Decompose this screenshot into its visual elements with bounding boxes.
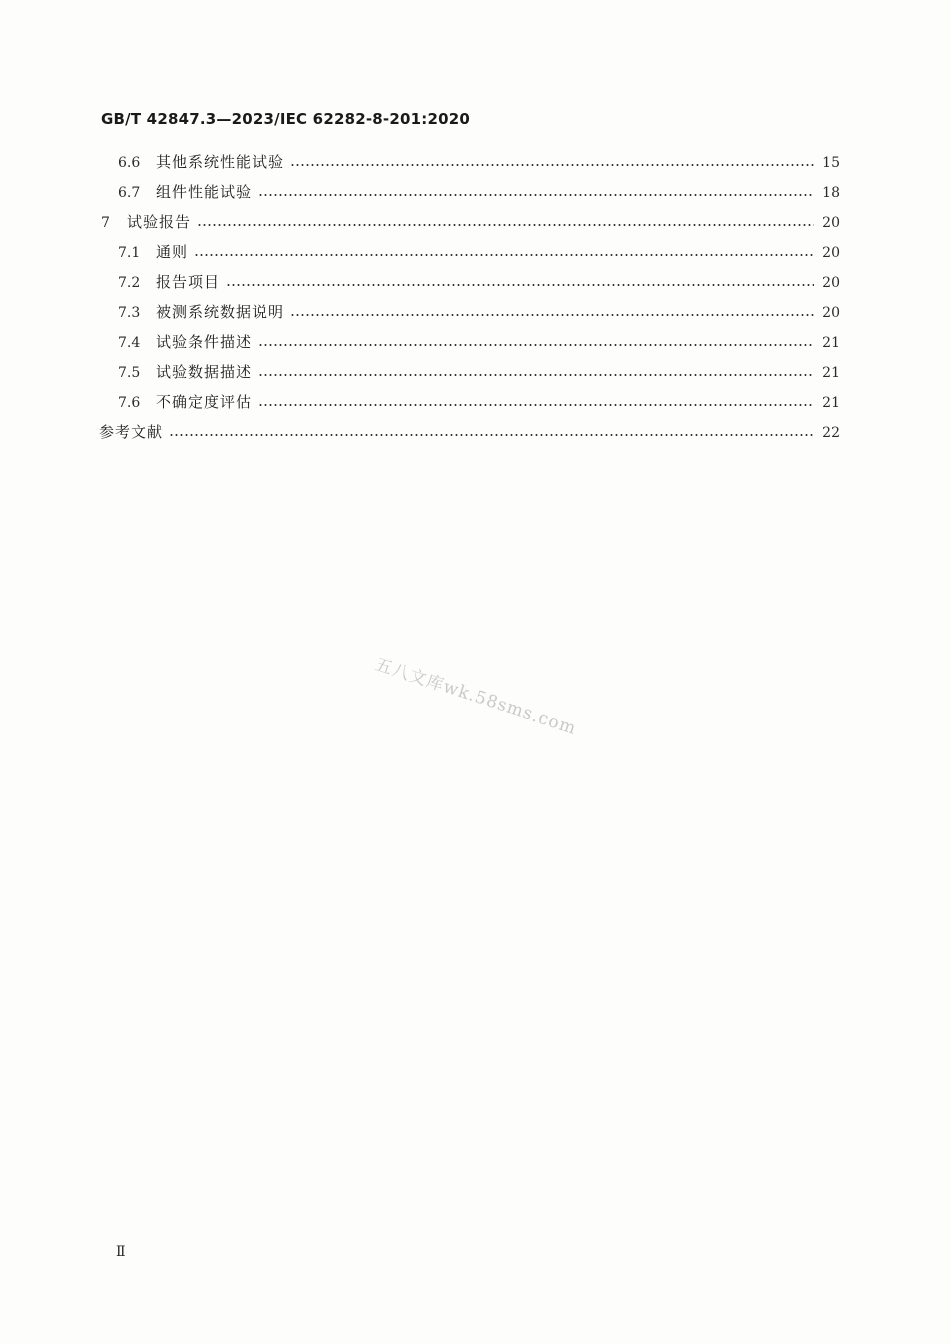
toc-entry-page: 21 <box>822 335 840 351</box>
toc-entry-title: 参考文献 <box>99 423 164 441</box>
watermark-text: 五八文库wk.58sms.com <box>372 654 579 739</box>
standard-code-header: GB/T 42847.3—2023/IEC 62282-8-201:2020 <box>101 110 471 128</box>
toc-entry[interactable] <box>118 181 840 205</box>
toc-entry[interactable] <box>118 331 840 355</box>
toc-entry-page: 15 <box>822 155 840 171</box>
toc-entry-page: 20 <box>822 245 840 261</box>
toc-dot-leader <box>290 164 814 166</box>
toc-dot-leader <box>290 314 814 316</box>
page-folio: Ⅱ <box>116 1244 126 1260</box>
toc-entry-title: 报告项目 <box>156 273 221 291</box>
toc-entry-number: 7.4 <box>118 335 141 351</box>
toc-entry[interactable] <box>118 301 840 325</box>
toc-entry-number: 7.6 <box>118 395 141 411</box>
toc-entry[interactable] <box>118 391 840 415</box>
toc-entry-number: 7.5 <box>118 365 141 381</box>
toc-entry-page: 18 <box>822 185 840 201</box>
toc-dot-leader <box>169 434 814 436</box>
toc-entry-number: 7.2 <box>118 275 141 291</box>
toc-dot-leader <box>226 284 814 286</box>
toc-dot-leader <box>194 254 814 256</box>
toc-entry-number: 6.7 <box>118 185 141 201</box>
toc-entry-title: 不确定度评估 <box>156 393 253 411</box>
toc-entry-number: 7.1 <box>118 245 141 261</box>
toc-entry-number: 6.6 <box>118 155 141 171</box>
toc-entry[interactable] <box>101 211 840 235</box>
toc-entry-page: 22 <box>822 425 840 441</box>
toc-entry[interactable] <box>118 241 840 265</box>
toc-dot-leader <box>258 344 814 346</box>
toc-entry-page: 20 <box>822 305 840 321</box>
toc-dot-leader <box>258 374 814 376</box>
toc-entry-title: 试验条件描述 <box>156 333 253 351</box>
toc-entry-page: 21 <box>822 395 840 411</box>
toc-entry-title: 通则 <box>156 243 189 261</box>
toc-entry[interactable] <box>99 421 840 445</box>
toc-entry-page: 21 <box>822 365 840 381</box>
toc-entry-title: 试验数据描述 <box>156 363 253 381</box>
toc-entry-title: 试验报告 <box>127 213 192 231</box>
toc-dot-leader <box>197 224 814 226</box>
toc-entry[interactable] <box>118 361 840 385</box>
toc-entry-title: 被测系统数据说明 <box>156 303 285 321</box>
toc-entry-page: 20 <box>822 215 840 231</box>
toc-entry[interactable] <box>118 151 840 175</box>
toc-dot-leader <box>258 194 814 196</box>
toc-entry-title: 其他系统性能试验 <box>156 153 285 171</box>
toc-entry[interactable] <box>118 271 840 295</box>
toc-entry-number: 7 <box>101 215 110 231</box>
toc-entry-number: 7.3 <box>118 305 141 321</box>
toc-dot-leader <box>258 404 814 406</box>
toc-entry-page: 20 <box>822 275 840 291</box>
toc-entry-title: 组件性能试验 <box>156 183 253 201</box>
